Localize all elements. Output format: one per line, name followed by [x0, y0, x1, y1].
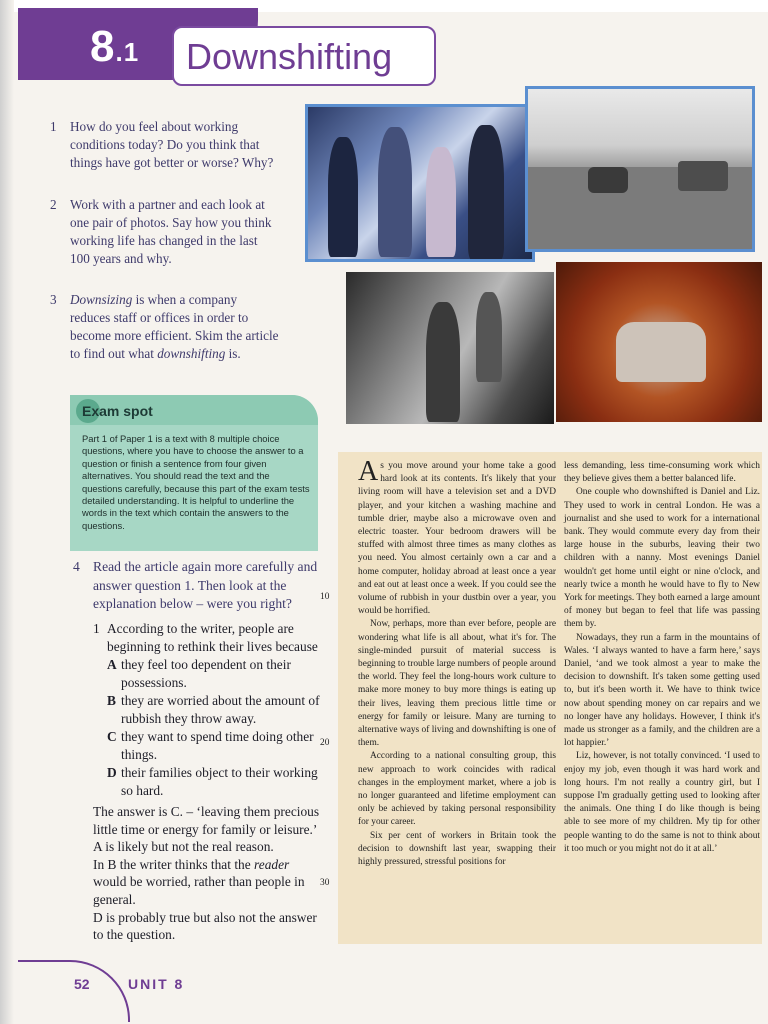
question-1: 1 How do you feel about working conditions today? Do you think that things have got better or worse? Why?: [50, 119, 274, 170]
photo-commuters: [305, 104, 535, 262]
photo-farm-horses: [525, 86, 755, 252]
mcq-stem: 1 According to the writer, people are beginning to rethink their lives because: [93, 621, 318, 654]
mcq-option-c: C they want to spend time doing other things.: [107, 729, 314, 762]
unit-label: UNIT 8: [128, 976, 185, 992]
line-number-20: 20: [320, 738, 330, 748]
photo-car-assembly: [556, 262, 762, 422]
question-2: 2 Work with a partner and each look at one pair of photos. Say how you think working life has changed in the last 100 years and why.: [50, 197, 272, 266]
article-column-2: less demanding, less time-consuming work which they believe gives them a better balanced life. One couple who downshifted is Daniel and Liz. They used to work in central London. He was a journalist and she used to work for a international bank. They would commute every day from their large house in the suburbs, leaving their two children with a nanny. Most evenings Daniel wouldn't get home until eight or nine o'clock, and nearly twice a month he would have to fly to New York for meetings. They both earned a large amount of money but began to feel that life was passing them by. Nowadays, they run a farm in the mountains of Wales. ‘I always wanted to have a farm here,’ says Daniel, ‘and we took almost a year to make the decision to downshift. It's taken some getting used to, but it's been worth it. We have to think twice now about spending money on car repairs and we no longer have any holidays. However, I think it's made us stronger as a family, and the children are a lot happier.’ Liz, however, is not totally convinced. ‘I used to enjoy my job, even though it was hard work and long hours. I'm not really a country girl, but I suppose I'm gradually getting used to looking after the animals. One thing I do like though is being able to see more of my children. My tip for other people wanting to do the same is not to think about it too much or you might not do it at all.’: [564, 461, 760, 854]
page-title: Downshifting: [186, 36, 393, 77]
answer-explanation: The answer is C. – ‘leaving them precious little time or energy for family or leisure.’ A is likely but not the real reason. In B the writer thinks that the reader would be worried, rather than people in general. D is probably true but also not the answer to the question.: [93, 804, 320, 943]
line-number-10: 10: [320, 592, 330, 602]
page-number: 52: [74, 976, 90, 992]
exam-spot-box: [70, 395, 318, 551]
multiple-choice-question: [93, 620, 325, 800]
question-4: 4 Read the article again more carefully and answer question 1. Then look at the explanation below – were you right?: [73, 559, 318, 611]
article-column-1: As you move around your home take a good hard look at its contents. It's likely that your living room will have a television set and a DVD player, and your kitchen a washing machine and tumble drier, maybe also a microwave oven and electric toaster. Your bedroom drawers will be stuffed with almost three times as many clothes as you need. You almost certainly own a car and a home computer, holiday abroad at least once a year and eat out at least once a week. If you could see the volume of rubbish in your dustbin over a year, you would be horrified. Now, perhaps, more than ever before, people are wondering what life is all about, what it's for. The single-minded pursuit of material success is beginning to trouble large numbers of people around the world. They feel the long-hours work culture to make more money to buy more things is eating up their lives, leaving them precious little time or energy for family or leisure. Many are turning to alternative ways of living and downshifting is one of them. According to a national consulting group, this new approach to work coincides with radical changes in the employment market, where a job is no longer guaranteed and lifetime employment can only be achieved by taking personal responsibility for your career. Six per cent of workers in Britain took the decision to downshift last year, swapping their highly pressured, stressful positions for: [358, 456, 556, 868]
exam-spot-header: [70, 395, 318, 425]
page-binding-shadow: [0, 0, 14, 1024]
question-3: 3 Downsizing is when a company reduces staff or offices in order to become more efficient. Skim the article to find out what downshifting is.: [50, 292, 279, 361]
mcq-option-d: D their families object to their working so hard.: [107, 765, 318, 798]
line-number-30: 30: [320, 878, 330, 888]
exam-spot-title: Exam spot: [82, 403, 153, 419]
photo-factory-workers: [346, 272, 554, 424]
article-box: [320, 452, 762, 944]
exam-spot-body: Part 1 of Paper 1 is a text with 8 multiple choice questions, where you have to choose the answer to a question or finish a sentence from four given alternatives. You should read the text and the questions carefully, because this part of the exam tests detailed understanding. It is helpful to underline the words in the text which contain the answers to the questions.: [82, 433, 310, 531]
drop-cap: A: [358, 456, 379, 487]
section-number: 8.1: [90, 22, 140, 71]
title-box: [172, 26, 436, 86]
mcq-option-b: B they are worried about the amount of rubbish they throw away.: [107, 693, 320, 726]
mcq-option-a: A they feel too dependent on their possessions.: [107, 657, 291, 690]
